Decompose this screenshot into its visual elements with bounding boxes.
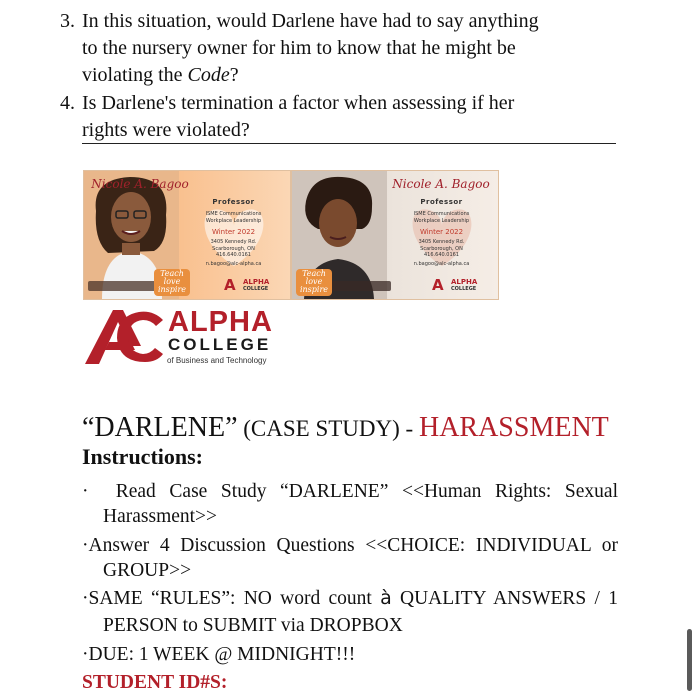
instruction-bullet	[82, 533, 618, 583]
card-term: Winter 2022	[419, 228, 464, 236]
bullet-line: ·SAME “RULES”: NO word count à QUALITY ANSWERS / 1	[82, 587, 618, 609]
professor-card	[291, 170, 499, 300]
card-subjects: ISME Communications Workplace Leadership	[413, 211, 470, 224]
card-subjects: ISME Communications Workplace Leadership	[205, 211, 262, 224]
instruction-bullet	[82, 642, 618, 667]
card-title: Professor	[420, 198, 463, 206]
case-label: (CASE STUDY) -	[237, 416, 419, 441]
signature-text: Nicole A. Bagoo	[91, 177, 189, 191]
case-topic: HARASSMENT	[418, 412, 609, 443]
bullet-line: ·Answer 4 Discussion Questions <<CHOICE: INDIVIDUAL or	[82, 535, 618, 556]
card-term: Winter 2022	[211, 228, 256, 236]
divider-line	[82, 143, 616, 144]
case-name: “DARLENE”	[82, 412, 238, 443]
instruction-bullet	[82, 586, 618, 638]
professor-card	[83, 170, 291, 300]
question-number: 4.	[60, 92, 75, 114]
bullet-line: PERSON to SUBMIT via DROPBOX	[103, 615, 403, 636]
logo-college-text: COLLEGE	[168, 335, 272, 354]
question-line: Is Darlene's termination a factor when assessing if her	[82, 92, 515, 114]
case-study-title	[82, 411, 609, 446]
card-address: 3405 Kennedy Rd. Scarborough, ON 416.640.0161	[210, 239, 257, 258]
question-3	[60, 8, 620, 89]
card-college-logo: A ALPHA COLLEGE	[224, 276, 270, 294]
instruction-bullet	[82, 479, 618, 529]
question-line: violating the Code?	[82, 64, 239, 86]
question-line: to the nursery owner for him to know that he might be	[82, 37, 516, 59]
card-email: n.bagoo@alc-alpha.ca	[413, 261, 470, 267]
question-line: rights were violated?	[82, 119, 250, 141]
code-italic: Code	[187, 64, 230, 86]
signature-text: Nicole A. Bagoo	[392, 177, 490, 191]
teach-love-inspire-badge: Teach love inspire	[296, 269, 332, 296]
student-id-label: STUDENT ID#S:	[82, 672, 228, 693]
bullet-line: Harassment>>	[103, 506, 218, 527]
card-college-logo: A ALPHA COLLEGE	[432, 276, 478, 294]
question-4	[60, 90, 620, 144]
logo-alpha-text: ALPHA	[168, 306, 273, 338]
scrollbar[interactable]	[687, 629, 692, 691]
question-line: In this situation, would Darlene have had to say anything	[82, 10, 539, 32]
ac-logo-mark	[83, 306, 165, 366]
bullet-line: ·DUE: 1 WEEK @ MIDNIGHT!!!	[82, 644, 356, 665]
teach-love-inspire-badge: Teach love inspire	[154, 269, 190, 296]
alpha-college-logo	[83, 306, 283, 368]
card-email: n.bagoo@alc-alpha.ca	[205, 261, 262, 267]
logo-subtitle: of Business and Technology	[167, 356, 267, 365]
instructions-heading: Instructions:	[82, 444, 204, 469]
bullet-line: GROUP>>	[103, 560, 192, 581]
card-address: 3405 Kennedy Rd. Scarborough, ON 416.640.0161	[418, 239, 465, 258]
question-number: 3.	[60, 10, 75, 32]
card-title: Professor	[212, 198, 255, 206]
bullet-line: · Read Case Study “DARLENE” <<Human Rights: Sexual	[82, 481, 619, 502]
